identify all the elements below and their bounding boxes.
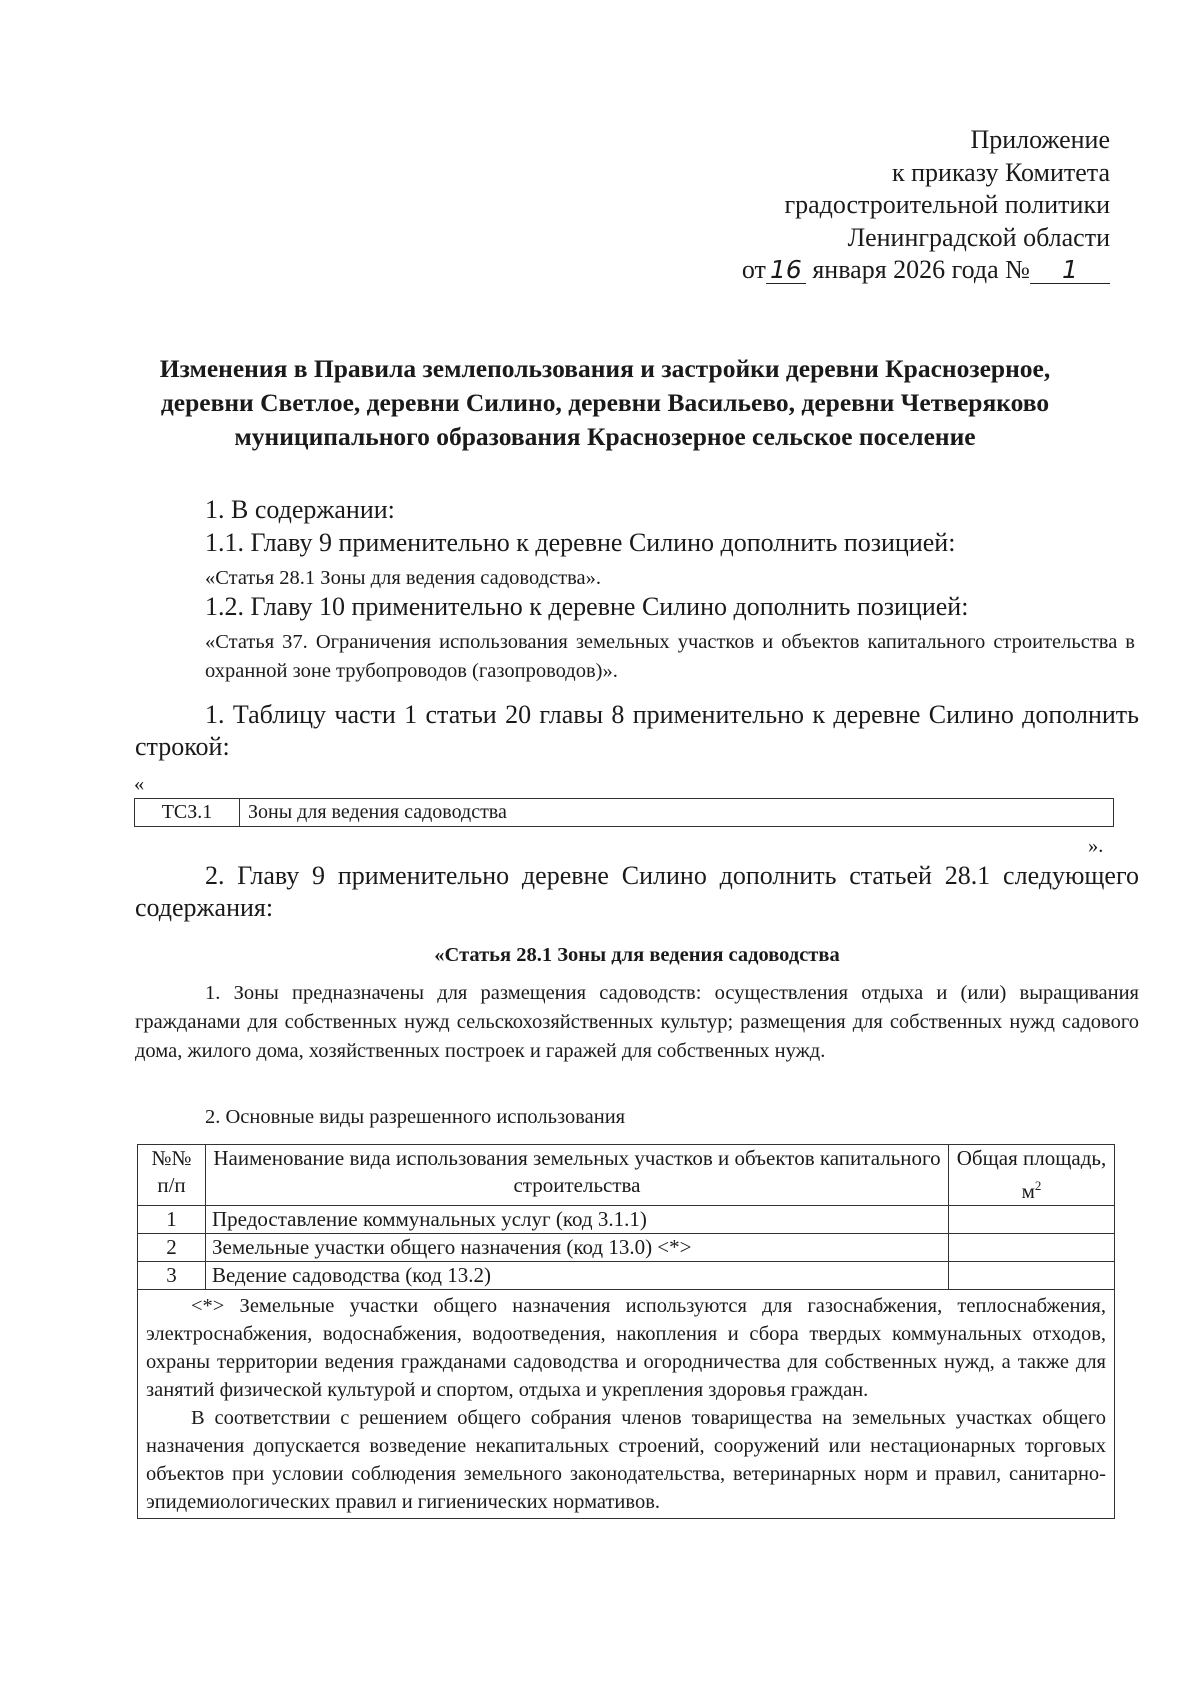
row-area — [949, 1262, 1115, 1290]
col-header-name: Наименование вида использования земельных участков и объектов капитального строительства — [206, 1145, 949, 1206]
row-number: 3 — [138, 1262, 206, 1290]
row-name: Предоставление коммунальных услуг (код 3.1.1) — [206, 1206, 949, 1234]
item-table-addition: 1. Таблицу части 1 статьи 20 главы 8 применительно к деревне Силино дополнить строкой: — [135, 700, 1139, 761]
row-name: Земельные участки общего назначения (код 13.0) <*> — [206, 1234, 949, 1262]
title-line-1: Изменения в Правила землепользования и застройки деревни Краснозерное, — [159, 354, 1051, 383]
appendix-line-3: градостроительной политики — [784, 190, 1110, 219]
appendix-header — [590, 124, 1110, 287]
appendix-line-4: Ленинградской области — [847, 222, 1110, 252]
appendix-line-2: к приказу Комитета — [891, 157, 1110, 187]
col-header-area-text: Общая площадь, м — [956, 1146, 1107, 1203]
section-1-heading: 1. В содержании: — [205, 495, 395, 524]
table-header-row — [138, 1145, 1115, 1206]
item-1-1-detail: «Статья 28.1 Зоны для ведения садоводства». — [205, 567, 602, 589]
table-note-row — [138, 1290, 1115, 1519]
table-note — [138, 1290, 1115, 1519]
item-1-1: 1.1. Главу 9 применительно к деревне Силино дополнить позицией: — [205, 528, 956, 557]
item-1-2-detail: «Статья 37. Ограничения использования земельных участков и объектов капитального строительства в охранной зоне трубопроводов (газопроводов)». — [205, 631, 1135, 682]
col-header-number: №№ п/п — [138, 1145, 206, 1206]
zone-code-table — [134, 798, 1114, 827]
quote-open: « — [134, 773, 145, 795]
row-number: 2 — [138, 1234, 206, 1262]
article-paragraph-2: 2. Основные виды разрешенного использования — [205, 1106, 626, 1128]
table-row — [138, 1262, 1115, 1290]
title-line-3: муниципального образования Краснозерное сельское поселение — [234, 422, 976, 451]
article-heading: «Статья 28.1 Зоны для ведения садоводства — [434, 944, 840, 966]
appendix-line-1: Приложение — [970, 125, 1110, 154]
item-1-2: 1.2. Главу 10 применительно к деревне Силино дополнить позицией: — [205, 592, 969, 621]
row-area — [949, 1234, 1115, 1262]
area-superscript: 2 — [1034, 1178, 1042, 1193]
document-title — [100, 352, 1110, 454]
table-row — [138, 1234, 1115, 1262]
zone-name-cell: Зоны для ведения садоводства — [240, 799, 1114, 827]
handwritten-number: 1 — [1030, 257, 1110, 284]
row-name: Ведение садоводства (код 13.2) — [206, 1262, 949, 1290]
quote-close: ». — [1088, 835, 1104, 857]
permitted-uses-table — [137, 1144, 1115, 1519]
note-paragraph-2: В соответствии с решением общего собрания членов товарищества на земельных участках общего назначения допускается возведение некапитальных строений, сооружений или нестационарных торговых объектов при условии соблюдения земельного законодательства, ветеринарных норм и правил, санитарно-эпидемиологических правил и гигиенических нормативов. — [146, 1407, 1106, 1513]
appendix-date-line — [590, 254, 1110, 287]
article-paragraph-1: 1. Зоны предназначены для размещения садоводств: осуществления отдыха и (или) выращивания гражданами для собственных нужд сельскохозяйственных культур; размещения для собственных нужд садового дома, жилого дома, хозяйственных построек и гаражей для собственных нужд. — [135, 982, 1139, 1062]
col-header-area — [949, 1145, 1115, 1206]
row-number: 1 — [138, 1206, 206, 1234]
date-prefix: от — [741, 255, 766, 284]
title-line-2: деревни Светлое, деревни Силино, деревни Васильево, деревни Четверяково — [160, 388, 1050, 417]
table-row — [138, 1206, 1115, 1234]
date-text: января 2026 года № — [812, 255, 1030, 284]
note-paragraph-1: <*> Земельные участки общего назначения используются для газоснабжения, теплоснабжения, электроснабжения, водоснабжения, водоотведения, накопления и сбора твердых коммунальных отходов, охраны территории ведения гражданами садоводства и огородничества для собственных нужд, а также для занятий физической культурой и спортом, отдыха и укрепления здоровья граждан. — [146, 1295, 1106, 1401]
zone-code-cell: ТСЗ.1 — [135, 799, 240, 827]
row-area — [949, 1206, 1115, 1234]
table-row — [135, 799, 1114, 827]
section-2-text: 2. Главу 9 применительно деревне Силино дополнить статьей 28.1 следующего содержания: — [135, 861, 1139, 922]
handwritten-day: 16 — [766, 257, 806, 284]
